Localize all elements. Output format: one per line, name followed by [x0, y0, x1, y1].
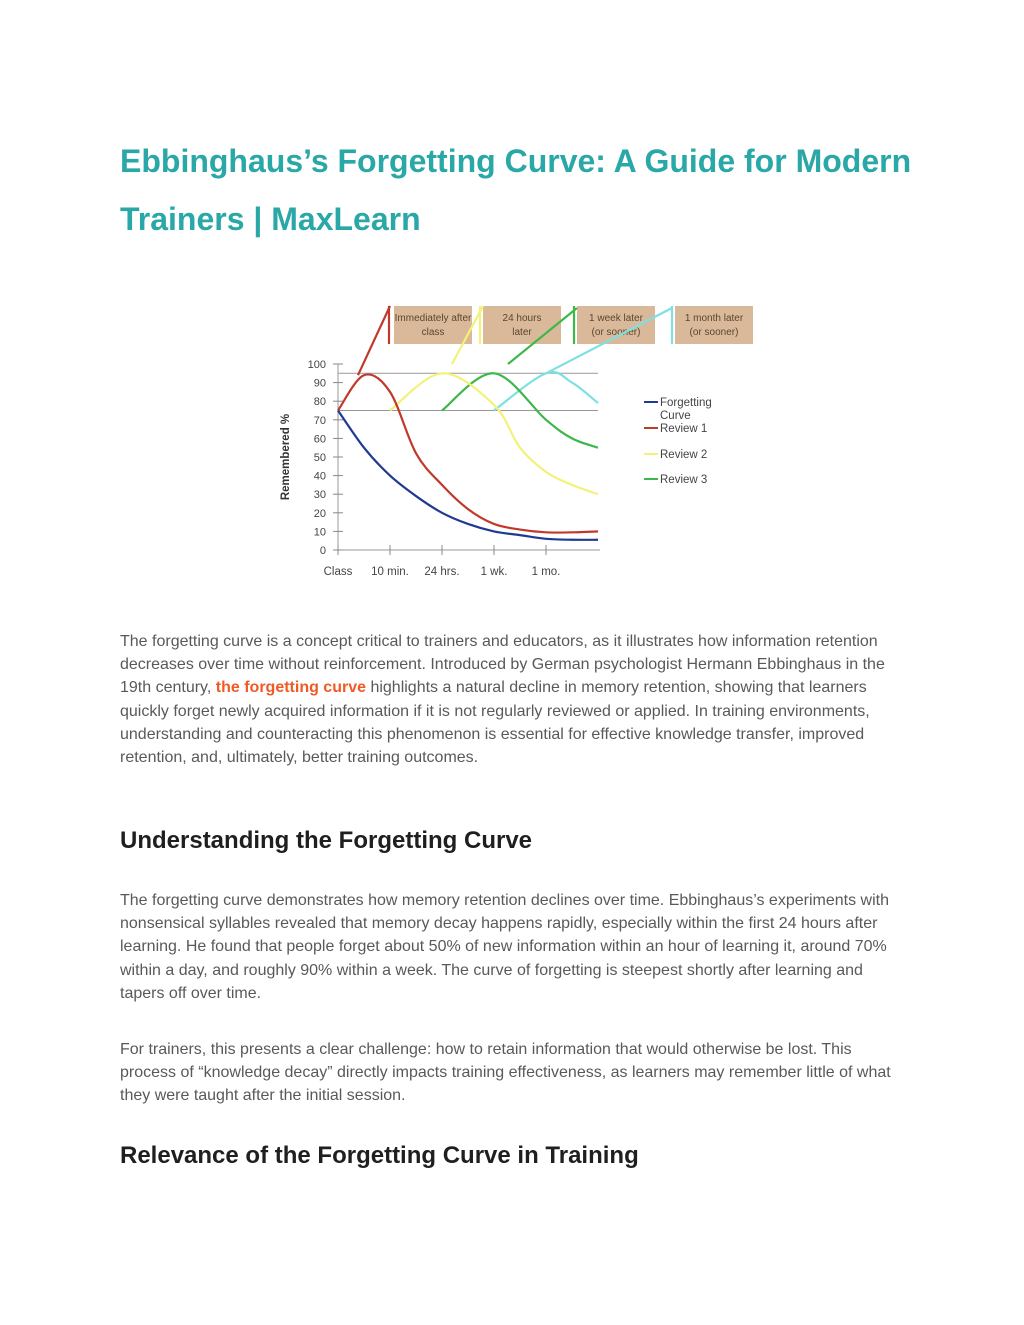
x-tick-label-1: 10 min.	[371, 566, 409, 578]
callout-label-3-line2: (or sooner)	[591, 327, 641, 338]
y-tick-label-10: 10	[313, 526, 326, 539]
legend-label-3: Review 3	[660, 474, 708, 486]
callout-connector-1	[358, 306, 390, 375]
forgetting-curve-figure	[270, 296, 760, 586]
legend-label-0: Forgetting	[660, 397, 712, 409]
callout-label-2-line1: 24 hours	[502, 313, 542, 324]
legend-label-0-line2: Curve	[660, 410, 691, 422]
legend-label-1: Review 1	[660, 423, 708, 435]
x-tick-label-0: Class	[323, 566, 353, 578]
callout-box-3	[577, 306, 655, 344]
section-heading-understanding: Understanding the Forgetting Curve	[120, 827, 533, 854]
y-tick-label-20: 20	[313, 507, 326, 520]
series-line-1	[338, 374, 598, 532]
forgetting-curve-link[interactable]: the forgetting curve	[215, 679, 366, 697]
understanding-paragraph-2: For trainers, this presents a clear challenge: how to retain information that would otherwise be lost. This process of “knowledge decay” directly impacts training effectiveness, as learners may remember little of what they were taught after the initial session.	[120, 1041, 891, 1105]
y-tick-label-40: 40	[313, 470, 326, 483]
y-tick-label-60: 60	[313, 433, 326, 446]
callout-label-3-line1: 1 week later	[589, 313, 643, 324]
y-tick-label-100: 100	[307, 359, 326, 371]
y-tick-label-50: 50	[313, 452, 326, 464]
callout-label-4-line2: (or sooner)	[689, 327, 739, 338]
y-axis-label: Remembered %	[280, 413, 292, 501]
callout-label-1-line1: Immediately after	[394, 313, 472, 324]
callout-label-4-line1: 1 month later	[684, 313, 744, 324]
y-tick-label-70: 70	[313, 414, 326, 427]
callout-box-2	[483, 306, 561, 344]
series-line-4	[494, 372, 598, 410]
y-tick-label-0: 0	[319, 545, 326, 557]
callout-label-2-line2: later	[512, 327, 532, 338]
x-tick-label-4: 1 mo.	[531, 566, 561, 578]
page-title: Ebbinghaus’s Forgetting Curve: A Guide for Modern Trainers | MaxLearn	[120, 143, 912, 237]
intro-text-before: The forgetting curve is a concept critical to trainers and educators, as it illustrates how information retention decreases over time without reinforcement. Introduced by German psychologist Hermann Ebbinghaus in the 19th century,	[120, 633, 885, 697]
legend-label-2: Review 2	[660, 449, 708, 461]
callout-box-4	[675, 306, 753, 344]
y-tick-label-90: 90	[313, 377, 326, 390]
x-tick-label-3: 1 wk.	[480, 566, 508, 578]
callout-box-1	[394, 306, 472, 344]
section-heading-relevance: Relevance of the Forgetting Curve in Training	[120, 1142, 639, 1169]
intro-paragraph	[120, 630, 910, 769]
callout-label-1-line2: class	[421, 327, 445, 338]
y-tick-label-80: 80	[313, 396, 326, 409]
x-tick-label-2: 24 hrs.	[424, 566, 460, 578]
forgetting-curve-chart	[270, 296, 760, 586]
series-line-2	[390, 373, 598, 494]
intro-text-after: highlights a natural decline in memory retention, showing that learners quickly forget newly acquired information if it is not regularly reviewed or applied. In training environments, understanding and counteracting this phenomenon is essential for effective knowledge transfer, improved retention, and, ultimately, better training outcomes.	[120, 679, 870, 767]
y-tick-label-30: 30	[313, 489, 326, 502]
understanding-paragraph-1: The forgetting curve demonstrates how memory retention declines over time. Ebbinghaus’s experiments with nonsensical syllables revealed that memory decay happens rapidly, especially within the first 24 hours after learning. He found that people forget about 50% of new information within an hour of learning it, around 70% within a day, and roughly 90% within a week. The curve of forgetting is steepest shortly after learning and tapers off over time.	[120, 892, 889, 1002]
